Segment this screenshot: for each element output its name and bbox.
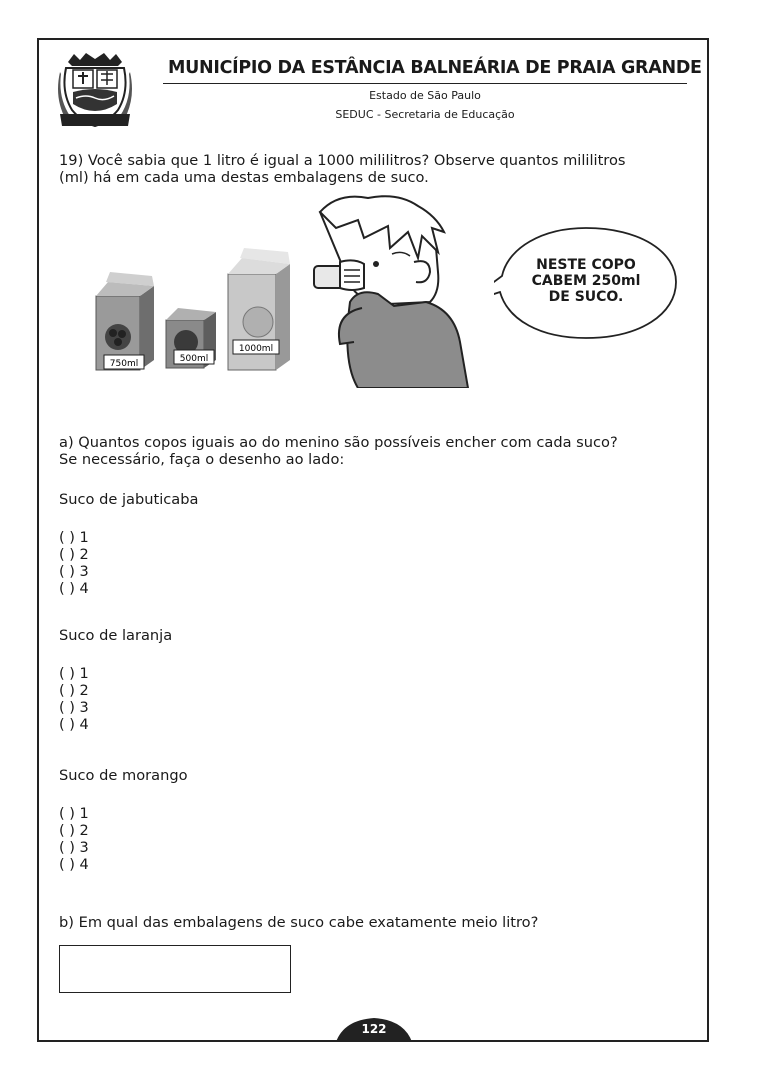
group-title-morango: Suco de morango (59, 767, 188, 784)
answer-box[interactable] (59, 945, 291, 993)
page-number: 122 (361, 1022, 387, 1036)
option-jabuticaba-1[interactable]: ( ) 1 (59, 530, 89, 546)
option-laranja-4[interactable]: ( ) 4 (59, 717, 89, 733)
part-b-question: b) Em qual das embalagens de suco cabe exatamente meio litro? (59, 914, 539, 931)
part-a-line2: Se necessário, faça o desenho ao lado: (59, 451, 345, 468)
option-jabuticaba-3[interactable]: ( ) 3 (59, 564, 89, 580)
carton-label-750: 750ml (109, 359, 139, 369)
speech-line-3: DE SUCO. (548, 289, 624, 305)
option-morango-4[interactable]: ( ) 4 (59, 857, 89, 873)
part-a-line1: a) Quantos copos iguais ao do menino são possíveis encher com cada suco? (59, 434, 618, 451)
carton-label-1000: 1000ml (238, 344, 274, 354)
header-title: MUNICÍPIO DA ESTÂNCIA BALNEÁRIA DE PRAIA GRANDE (168, 58, 702, 78)
question-intro-line2: (ml) há em cada uma destas embalagens de suco. (59, 169, 429, 186)
option-laranja-2[interactable]: ( ) 2 (59, 683, 89, 699)
option-jabuticaba-2[interactable]: ( ) 2 (59, 547, 89, 563)
header-department: SEDUC - Secretaria de Educação (335, 108, 515, 121)
option-morango-2[interactable]: ( ) 2 (59, 823, 89, 839)
speech-bubble-text (508, 257, 664, 305)
group-title-laranja: Suco de laranja (59, 627, 173, 644)
page-frame (37, 38, 709, 1042)
header-divider (163, 83, 687, 84)
header-state: Estado de São Paulo (369, 89, 481, 102)
option-laranja-3[interactable]: ( ) 3 (59, 700, 89, 716)
group-title-jabuticaba: Suco de jabuticaba (59, 491, 199, 508)
speech-line-2: CABEM 250ml (531, 273, 641, 289)
option-morango-1[interactable]: ( ) 1 (59, 806, 89, 822)
question-intro-line1: 19) Você sabia que 1 litro é igual a 1000 mililitros? Observe quantos mililitros (59, 152, 626, 169)
option-morango-3[interactable]: ( ) 3 (59, 840, 89, 856)
juice-cartons-and-boy-illustration (58, 192, 482, 388)
municipal-seal-icon (58, 52, 132, 128)
carton-label-500: 500ml (179, 354, 209, 364)
speech-line-1: NESTE COPO (536, 257, 636, 273)
option-laranja-1[interactable]: ( ) 1 (59, 666, 89, 682)
option-jabuticaba-4[interactable]: ( ) 4 (59, 581, 89, 597)
